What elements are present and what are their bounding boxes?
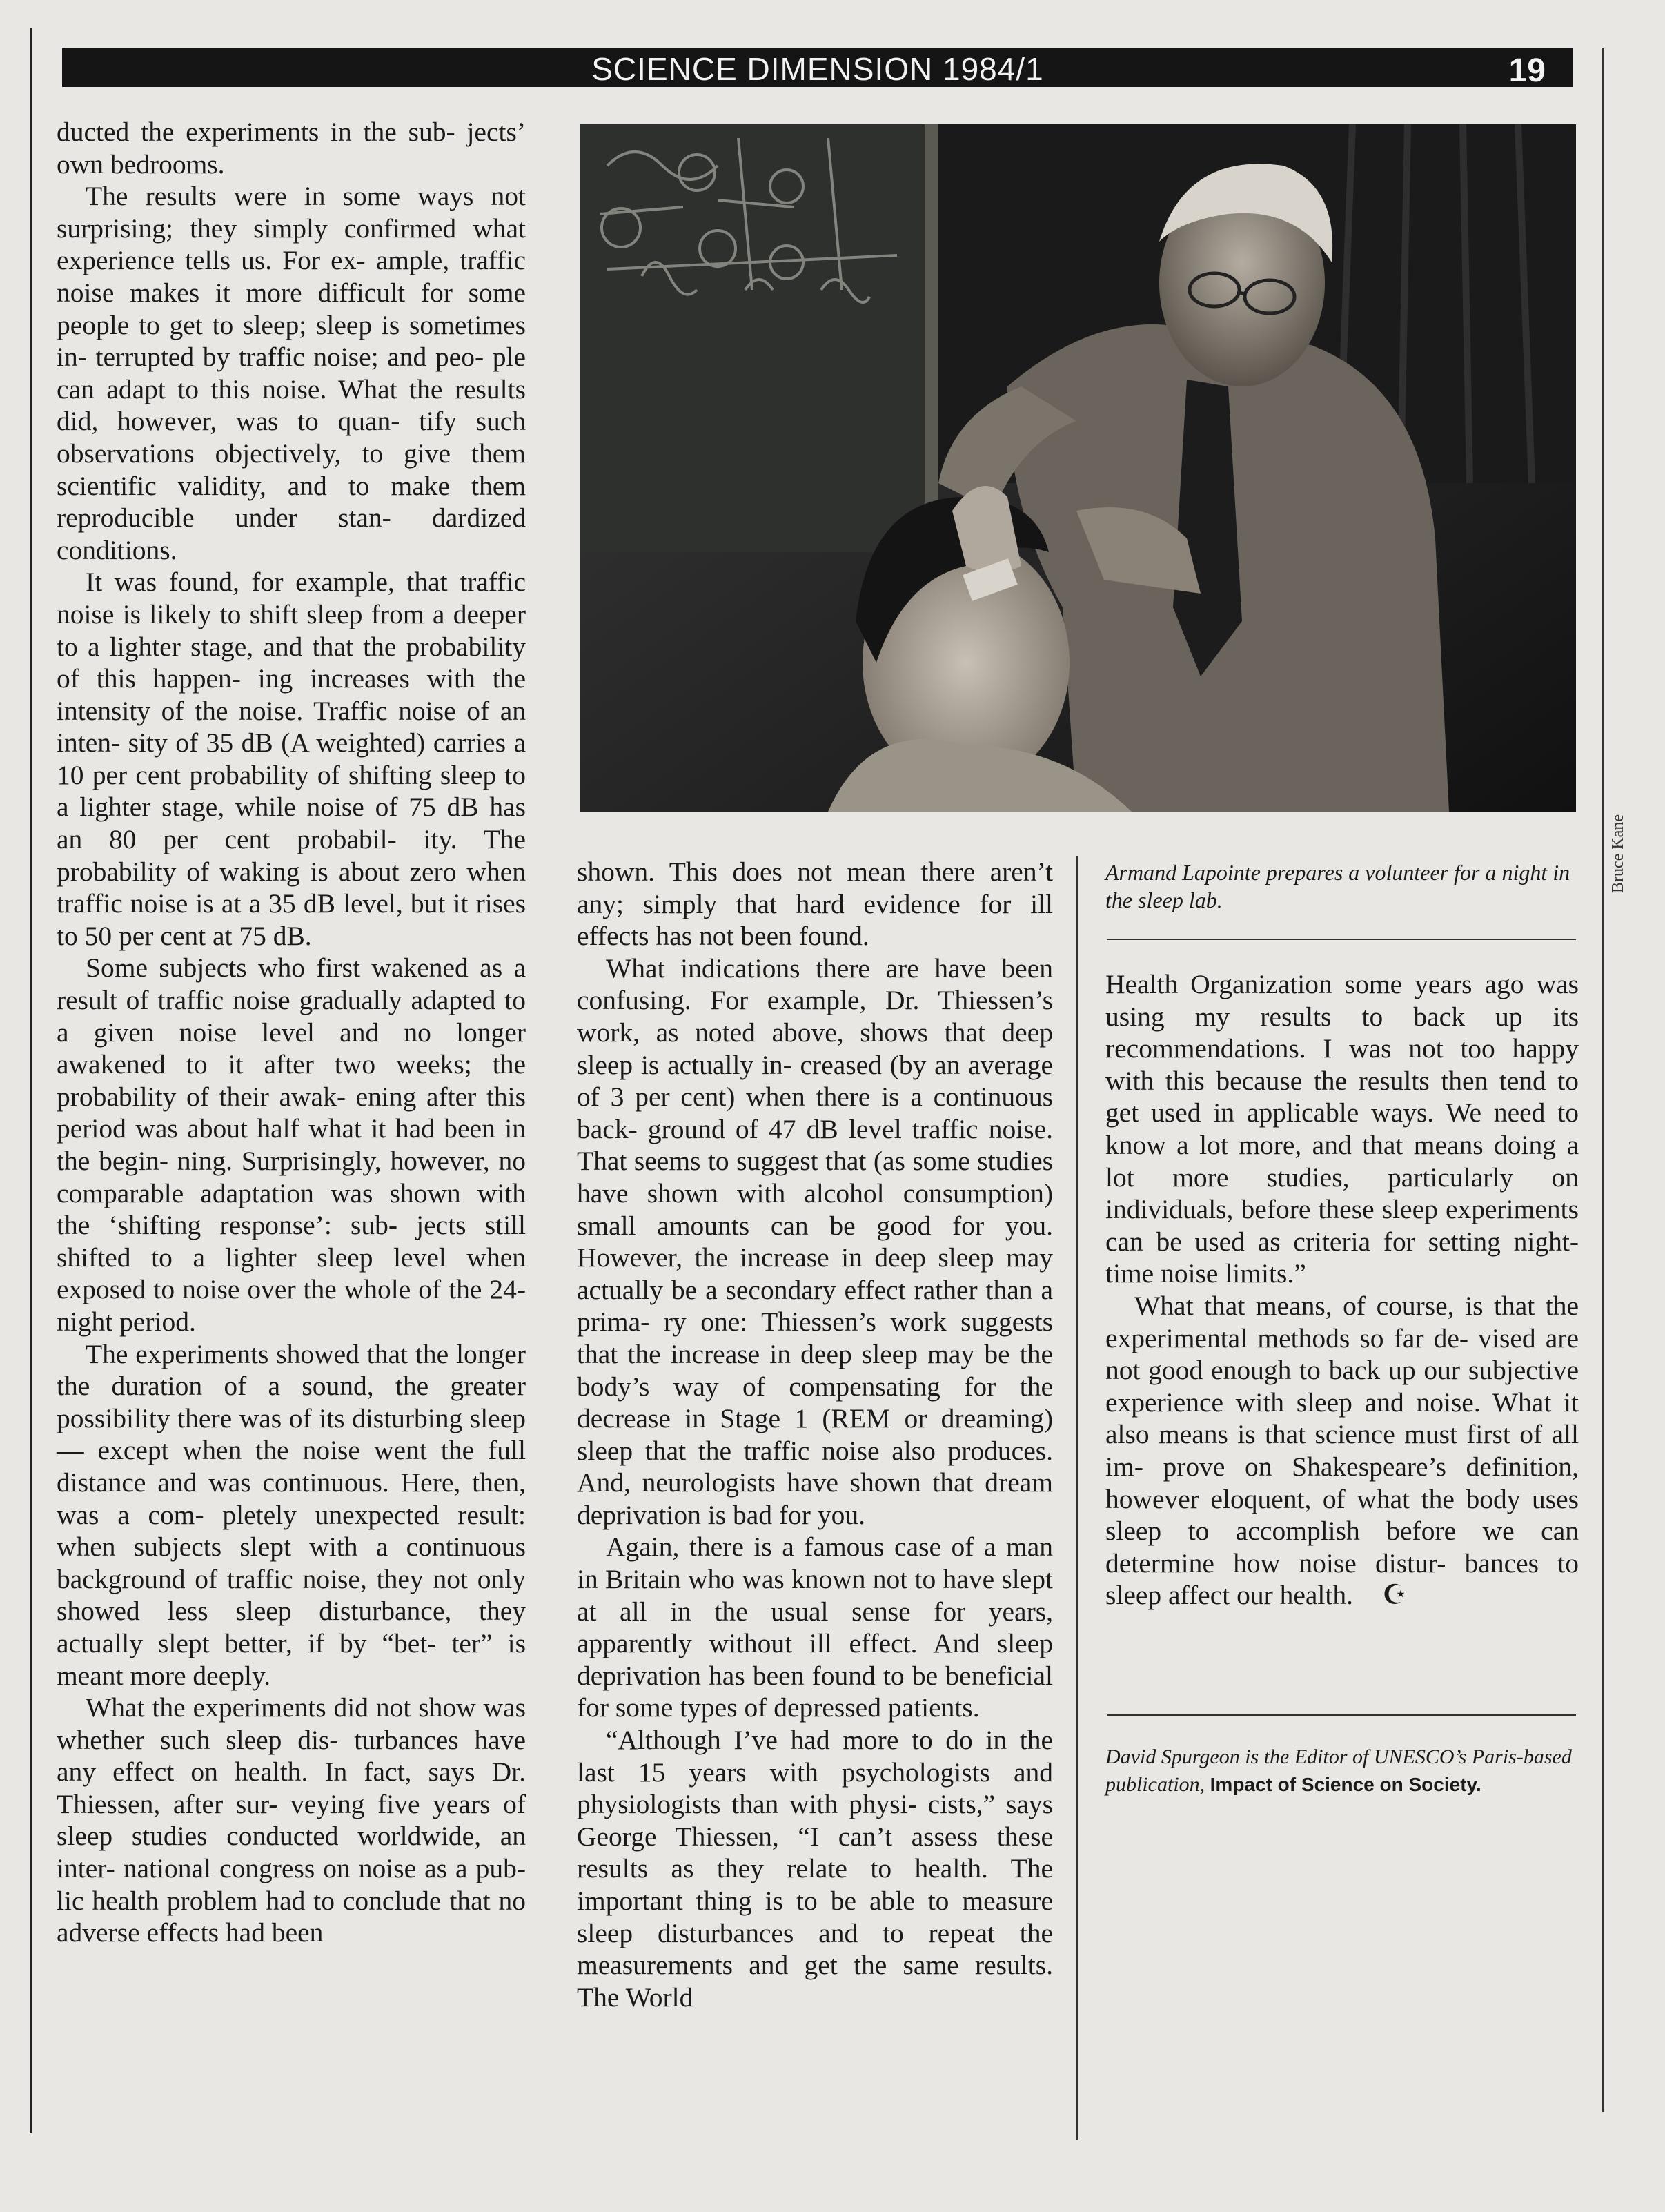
paragraph — [1105, 1290, 1579, 1612]
paragraph: What indications there are have been confusing. For example, Dr. Thiessen’s work, as noted above, shows that deep sleep is actually in- creased (by an average of 3 per cent) when there is a continuous back- ground of 47 dB level traffic noise. That seems to suggest that (as some studies have shown with alcohol consumption) small amounts can be good for you. However, the increase in deep sleep may actually be a secondary effect rather than a prima- ry one: Thiessen’s work suggests that the increase in deep sleep may be the body’s way of compensating for the decrease in Stage 1 (REM or dreaming) sleep that the traffic noise also produces. And, neurologists have shown that dream deprivation is bad for you. — [577, 952, 1053, 1530]
end-mark-icon: ☪ — [1382, 1579, 1407, 1611]
caption-divider — [1107, 939, 1576, 940]
article-column-3 — [1105, 968, 1579, 1612]
publication-title: SCIENCE DIMENSION 1984/1 — [591, 51, 1044, 87]
left-margin-rule — [30, 28, 32, 2133]
paragraph: The results were in some ways not surprising; they simply confirmed what experience tells us. For ex- ample, traffic noise makes it more difficult for some people to get to sleep; sleep is sometimes in- terrupted by traffic noise; and peo- ple can adapt to this noise. What the results did, however, was to quan- tify such observations objectively, to give them scientific validity, and to make them reproducible under stan- dardized conditions. — [57, 181, 526, 565]
paragraph: What the experiments did not show was whether such sleep dis- turbances have any effect on health. In fact, says Dr. Thiessen, after sur- veying five years of sleep studies conducted worldwide, an inter- national congress on noise as a pub- lic health problem had to conclude that no adverse effects had been — [57, 1692, 526, 1948]
paragraph: Health Organization some years ago was using my results to back up its recommendations. I was not too happy with this because the results then tend to get used in applicable ways. We need to know a lot more, and that means doing a lot more studies, particularly on individuals, before these sleep experiments can be used as criteria for setting night- time noise limits.” — [1105, 969, 1579, 1289]
publication-name: Impact of Science on Society. — [1210, 1774, 1481, 1795]
paragraph: Again, there is a famous case of a man in Britain who was known not to have slept at all in the usual sense for years, apparently without ill effect. And sleep deprivation has been found to be beneficial for some types of depressed patients. — [577, 1531, 1053, 1723]
right-margin-rule — [1602, 48, 1604, 2112]
paragraph-text: What that means, of course, is that the experimental methods so far de- vised are not good enough to back up our subjective experience with sleep and noise. What it also means is that science must first of all im- prove on Shakespeare’s definition, however eloquent, of what the body uses sleep to accomplish before we can determine how noise distur- bances to sleep affect our health. — [1105, 1290, 1579, 1611]
article-photo — [580, 124, 1576, 812]
page-number: 19 — [1508, 52, 1546, 89]
photo-credit: Bruce Kane — [1609, 814, 1627, 893]
bio-divider — [1107, 1714, 1576, 1716]
paragraph: The experiments showed that the longer the duration of a sound, the greater possibility there was of its disturbing sleep — except when the noise went the full distance and was continuous. Here, then, was a com- pletely unexpected result: when subjects slept with a continuous background of traffic noise, they not only showed less sleep disturbance, they actually slept better, if by “bet- ter” is meant more deeply. — [57, 1338, 526, 1691]
paragraph: It was found, for example, that traffic noise is likely to shift sleep from a deeper to a lighter stage, and that the probability of this happen- ing increases with the intensity of the noise. Traffic noise of an inten- sity of 35 dB (A weighted) carries a 10 per cent probability of shifting sleep to a lighter stage, while noise of 75 dB has an 80 per cent probabil- ity. The probability of waking is about zero when traffic noise is at a 35 dB level, but it rises to 50 per cent at 75 dB. — [57, 567, 526, 951]
article-column-1 — [57, 116, 526, 1949]
photo-caption: Armand Lapointe prepares a volunteer for a night in the sleep lab. — [1105, 860, 1570, 912]
paragraph: “Although I’ve had more to do in the last 15 years with psychologists and physiologists than with physi- cists,” says George Thiessen, “I can’t assess these results as they relate to health. The important thing is to be able to measure sleep disturbances and to repeat the measurements and get the same results. The World — [577, 1725, 1053, 2013]
column-divider — [1076, 856, 1078, 2140]
author-bio — [1105, 1743, 1582, 1799]
running-header — [62, 48, 1573, 87]
paragraph: ducted the experiments in the sub- jects’ own bedrooms. — [57, 117, 526, 179]
paragraph: Some subjects who first wakened as a result of traffic noise gradually adapted to a given noise level and no longer awakened to it after two weeks; the probability of their awak- ening after this period was about half what it had been in the begin- ning. Surprisingly, however, no comparable adaptation was shown with the ‘shifting response’: sub- jects still shifted to a lighter sleep level when exposed to noise over the whole of the 24-night period. — [57, 952, 526, 1337]
photo-illustration — [580, 124, 1576, 812]
paragraph: shown. This does not mean there aren’t any; simply that hard evidence for ill effects has not been found. — [577, 857, 1053, 952]
article-column-2 — [577, 856, 1053, 2013]
author-bio-text: David Spurgeon is the Editor of UNESCO’s Paris-based publication, — [1105, 1745, 1572, 1796]
